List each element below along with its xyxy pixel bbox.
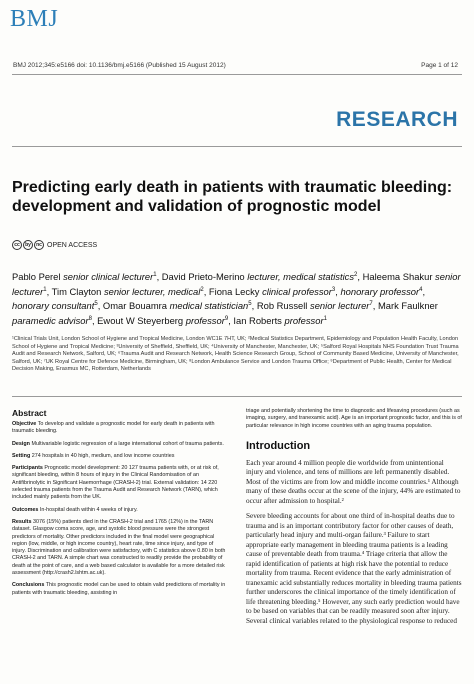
author-role: senior lecturer — [12, 271, 461, 297]
label: Results — [12, 518, 32, 525]
author-role: honorary professor — [340, 285, 420, 297]
author-entry — [52, 286, 204, 297]
author-affiliation-mark: 1 — [323, 315, 327, 322]
page-number: Page 1 of 12 — [421, 62, 458, 69]
text: 3076 (15%) patients died in the CRASH-2 trial and 1765 (12%) in the TARN dataset. Glasgow coma score, age, and systolic blood pressure were the strongest predictors of mortality. Other predictors included in the final model were geographical region (low, middle, or high income country), heart rate, time since injury, and type of injury. Discrimination and calibration were satisfactory, with C statistics above 0.80 in both CRASH-2 and TARN. A simple chart was constructed to readily provide the probability of death at the point of care, and a web based calculator is available for a more detailed risk assessment (http://crash2.lshtm.ac.uk). — [12, 518, 226, 577]
abstract-results — [12, 519, 228, 577]
author-name: Mark Faulkner — [377, 300, 438, 312]
section-divider — [12, 146, 462, 147]
author-affiliation-mark: 3 — [331, 286, 336, 293]
author-name: Haleema Shakur — [362, 271, 436, 283]
author-name: Rob Russell — [256, 300, 310, 312]
text: This prognostic model can be used to obtain valid predictions of mortality in patients with traumatic bleeding, assisting in — [12, 582, 226, 596]
author-name: Ewout W Steyerberg — [97, 314, 186, 326]
author-entry — [162, 271, 358, 282]
abstract-design — [12, 441, 228, 448]
author-entry — [340, 286, 422, 297]
author-name: Pablo Perel — [12, 271, 64, 283]
author-role: clinical professor — [262, 285, 332, 297]
author-entry — [233, 315, 327, 326]
text: Prognostic model development: 20 127 trauma patients with, or at risk of, significant bleeding, within 8 hours of injury in the Clinical Randomisation of an Antifibrinolytic in Significant Haemorrhage (CRASH-2) trial. External validation: 14 220 selected trauma patients from the Trauma Audit and Research Network (TARN), which included mainly patients from the UK. — [12, 465, 219, 501]
abstract-setting — [12, 453, 228, 460]
author-affiliation-mark: 9 — [224, 315, 229, 322]
author-affiliation-mark: 5 — [248, 301, 252, 308]
author-entry — [103, 300, 252, 311]
author-list: Pablo Perel senior clinical lecturer$^1$, David Prieto-Merino lecturer, medical statistics$^2$, Haleema Shakur senior lecturer$^1$, Tim Clayton senior lecturer, medical$^2$, Fiona Lecky clinical professor$^3$, honorary professor$^4$, honorary consultant$^5$, Omar Bouamra medical statistician$^5$, Rob Russell senior lecturer$^7$, Mark Faulkner paramedic advisor$^8$, Ewout W Steyerberg professor$^9$, Ian Roberts professor$^1$ — [12, 271, 461, 326]
author-affiliation-mark: 1 — [153, 272, 157, 278]
abstract-outcomes — [12, 507, 228, 514]
author-entry — [12, 271, 157, 282]
open-access-badge — [12, 240, 97, 250]
author-role: senior lecturer, medical — [103, 285, 201, 297]
author-entry — [12, 300, 98, 311]
author-role: professor — [185, 314, 225, 326]
author-affiliation-mark: 8 — [88, 315, 92, 322]
author-name: Omar Bouamra — [102, 300, 170, 312]
author-name: Ian Roberts — [233, 314, 285, 326]
label: Participants — [12, 465, 43, 472]
author-name: David Prieto-Merino — [161, 271, 248, 283]
author-role: senior lecturer — [310, 300, 370, 312]
author-role: senior clinical lecturer — [63, 271, 154, 283]
author-name: Fiona Lecky — [208, 285, 263, 297]
abstract-continuation: triage and potentially shortening the time to diagnostic and lifesaving procedures (such as imaging, surgery, and tranexamic acid). Age is an important prognostic factor, and this is of particular relevance in high income countries with an aging trauma population. — [246, 408, 462, 429]
text: Multivariable logistic regression of a large international cohort of trauma patients. — [31, 440, 224, 447]
author-role: paramedic advisor — [12, 314, 89, 326]
affiliations: ¹Clinical Trials Unit, London School of Hygiene and Tropical Medicine, London WC1E 7HT, UK; ²Medical Statistics Department, Epidemiology and Population Health Faculty, London School of Hygiene and Tropical Medicine; ³University of Sheffield, Sheffield, UK; ⁴University of Manchester, Manchester, UK; ⁵Salford Royal Hospitals NHS Foundation Trust Trauma Audit and Research Network, Salford, UK; ⁶Trauma Audit and Research Network, Health Science Research Group, School of Community Based Medicine, University of Manchester, Salford, UK; ⁷UK Royal Centre for Defence Medicine, Birmingham, UK; ⁸London Ambulance Service and London Trauma Office; ⁹Department of Public Health, Center for Medical Decision Making, Erasmus MC, Rotterdam, Netherlands — [12, 336, 459, 373]
author-role: medical statistician — [169, 300, 249, 312]
right-column — [246, 408, 462, 632]
article-title: Predicting early death in patients with traumatic bleeding: development and validation of prognostic model — [12, 179, 453, 215]
author-role: lecturer, medical statistics — [247, 271, 355, 283]
abstract-column — [12, 408, 228, 602]
introduction-paragraph-2: Severe bleeding accounts for about one third of in-hospital deaths due to trauma and is an important contributory factor for other causes of death, particularly head injury and multi-organ failure.³ Failure to start appropriate early management in bleeding trauma patients is a leading cause of preventable death from trauma.⁴ Triage criteria that allow the rapid identification of patients at high risk have the potential to reduce mortality from trauma. Recent evidence that the early administration of tranexamic acid substantially reduces mortality in bleeding trauma patients further underscores the clinical importance of the timely identification of life threatening bleeding.⁵ However, any such early prediction would have to be based on variables that can be readily measured soon after injury. Several clinical variables related to the physiological response to reduced — [246, 512, 462, 625]
abstract-objective — [12, 421, 228, 436]
text: 274 hospitals in 40 high, medium, and low income countries — [31, 452, 175, 459]
citation-line: BMJ 2012;345:e5166 doi: 10.1136/bmj.e5166 (Published 15 August 2012) — [13, 62, 226, 69]
author-affiliation-mark: 2 — [354, 272, 358, 278]
author-affiliation-mark: 5 — [94, 301, 98, 308]
label: Outcomes — [12, 506, 39, 513]
abstract-heading: Abstract — [12, 408, 47, 418]
label: Conclusions — [12, 582, 45, 589]
label: Objective — [12, 421, 37, 427]
text: To develop and validate a prognostic model for early death in patients with traumatic bleeding. — [12, 421, 215, 435]
text: In-hospital death within 4 weeks of injury. — [39, 506, 138, 513]
bmj-logo: BMJ — [10, 6, 59, 32]
author-role: professor — [284, 314, 324, 326]
author-role: honorary consultant — [12, 300, 95, 312]
abstract-participants — [12, 465, 228, 501]
author-entry — [209, 286, 335, 297]
author-name: Tim Clayton — [51, 285, 104, 297]
author-affiliation-mark: 1 — [43, 286, 47, 293]
author-affiliation-mark: 7 — [369, 301, 373, 308]
introduction-heading: Introduction — [246, 439, 311, 452]
author-entry — [97, 315, 228, 326]
header-divider — [12, 74, 462, 75]
author-affiliation-mark: 2 — [200, 286, 204, 293]
author-affiliation-mark: 4 — [419, 286, 423, 293]
open-access-label: OPEN ACCESS — [47, 241, 98, 249]
creative-commons-icon: cc by nc — [12, 240, 44, 250]
label: Setting — [12, 452, 31, 459]
abstract-conclusions — [12, 582, 228, 597]
affiliation-divider — [12, 396, 462, 397]
introduction-paragraph-1: Each year around 4 million people die worldwide from unintentional injury and violence, and tens of millions are left permanently disabled. Most of the victims are from low and middle income countries.¹ Although many of these deaths occur at the scene of the injury, 44% are estimated to occur after admission to hospital.² — [246, 458, 461, 505]
label: Design — [12, 440, 30, 447]
section-label: RESEARCH — [336, 108, 458, 131]
author-entry — [257, 300, 373, 311]
